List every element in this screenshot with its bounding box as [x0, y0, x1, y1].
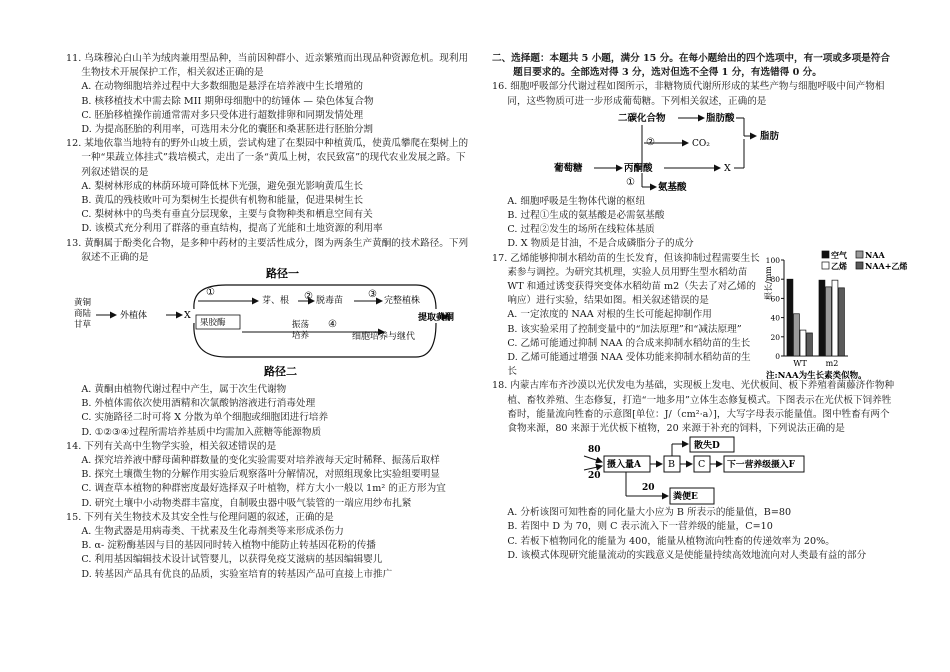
- fat-label: 脂肪: [760, 130, 780, 142]
- step-2-label: ②: [304, 291, 313, 303]
- q12-option-c: C. 梨树林中的鸟类有垂直分层现象，主要与食物种类和栖息空间有关: [81, 209, 373, 221]
- chart-bar: [832, 280, 838, 356]
- q15-option-d: D. 转基因产品具有优良的品质，实验室培育的转基因产品可直接上市推广: [81, 568, 393, 580]
- question-16: [492, 80, 896, 251]
- question-13: [66, 237, 474, 440]
- chart-bar: [819, 280, 825, 356]
- q18-option-a: A. 分析该图可知牲畜的同化量大小应为 B 所表示的能量值，B=80: [507, 507, 792, 519]
- q18-stem: 18. 内蒙古库布齐沙漠以光伏发电为基础，实现板上发电、光伏板间、板下养殖着菌藤济作物种植、畜牧养殖、生态修复，打造“一地多用”立体生态修复模式。下图表示在光伏板下饲养牲畜时，能量流向牲畜的示意图[单位：J/（cm²·a）]，大写字母表示能量值。图中牲畜有两个食物来源，80 来源于光伏板下植物，20 来源于补充的饲料，下列说法正确的是: [492, 380, 895, 435]
- q15-option-c: C. 利用基因编辑技术设计试管婴儿，以获得免疫艾滋病的基因编辑婴儿: [81, 554, 383, 566]
- assimilation-label: B: [668, 459, 675, 471]
- q11-stem: 11. 乌珠穆沁白山羊为绒肉兼用型品种，当前因种群小、近亲繁殖而出现品种资源危机。现利用生物技术开展保护工作，相关叙述正确的是: [66, 53, 469, 79]
- q11-option-a: A. 在动物细胞培养过程中大多数细胞是悬浮在培养液中生长增殖的: [81, 81, 364, 93]
- q14-option-b: B. 探究土壤微生物的分解作用实验后观察落叶分解情况，对照组现象比实验组要明显: [81, 469, 440, 481]
- q15-option-b: B. α- 淀粉酶基因与目的基因同时转入植物中能防止转基因花粉的传播: [81, 540, 376, 552]
- q16-option-a: A. 细胞呼吸是生物体代谢的枢纽: [507, 195, 646, 207]
- question-12: [66, 137, 474, 236]
- q13-option-a: A. 黄酮由植物代谢过程中产生，属于次生代谢物: [81, 384, 287, 396]
- chart-legend-swatch: [822, 262, 829, 269]
- step-2-label: ②: [646, 136, 655, 148]
- extract-label: 提取黄酮: [418, 313, 455, 324]
- question-17: [492, 249, 908, 381]
- q13-option-d: D. ①②③④过程所需培养基质中均需加入蔗糖等能源物质: [81, 426, 322, 438]
- chart-y-tick-label: 80: [770, 274, 780, 284]
- route-one-label: 路径一: [266, 267, 299, 281]
- sprout-label: 脱毒苗: [316, 296, 344, 307]
- q14-option-a: A. 探究培养液中酵母菌种群数量的变化实验需要对培养液每天定时稀释、振荡后取样: [81, 455, 440, 467]
- chart-legend-swatch: [822, 251, 829, 258]
- step-1-label: ①: [206, 287, 215, 299]
- q14-option-c: C. 调查草本植物的种群密度最好选择双子叶植物，样方大小一般以 1m² 的正方形为宜: [81, 483, 446, 495]
- step-3-label: ③: [368, 289, 377, 301]
- chart-legend-label: NAA: [865, 249, 885, 260]
- q16-option-c: C. 过程②发生的场所在线粒体基质: [507, 224, 655, 236]
- q17-option-b: B. 该实验采用了控制变量中的“加法原理”和“减法原理”: [507, 323, 742, 335]
- next-level-label: 下一营养级摄入F: [727, 460, 795, 471]
- left-column: [66, 52, 474, 582]
- q18-option-b: B. 若图中 D 为 70，则 C 表示流入下一营养级的能量，C=10: [507, 521, 773, 533]
- q16-stem: 16. 细胞呼吸部分代谢过程如图所示，非糖物质代谢所形成的某些产物与细胞呼吸中间产物相同，这些物质可进一步形成葡萄糖。下列相关叙述，正确的是: [492, 81, 885, 107]
- question-11: [66, 52, 474, 137]
- q11-option-d: D. 为提高胚胎的利用率，可选用未分化的囊胚和桑葚胚进行胚胎分割: [81, 124, 374, 136]
- chart-legend-swatch: [856, 251, 863, 258]
- chart-y-tick-label: 20: [770, 332, 780, 342]
- chart-legend-label: 乙烯: [831, 260, 847, 271]
- q12-option-b: B. 黄瓜的残枝败叶可为梨树生长提供有机物和能量，促进果树生长: [81, 195, 364, 207]
- pyruvate-label: 丙酮酸: [624, 162, 653, 174]
- right-column: [492, 52, 908, 563]
- chart-x-tick-label: WT: [793, 358, 807, 368]
- culture-label: 细胞培养与继代: [352, 332, 416, 343]
- feed-input-value: 20: [588, 471, 601, 482]
- q18-option-c: C. 若板下植物同化的能量为 400，能量从植物流向牲畜的传递效率为 20%。: [507, 535, 835, 547]
- bud-root-label: 芽、根: [262, 296, 290, 307]
- q12-option-d: D. 该模式充分利用了群落的垂直结构，提高了光能和土地资源的利用率: [81, 223, 383, 235]
- step-1-label: ①: [626, 176, 635, 188]
- q16-option-d: D. X 物质是甘油，不是合成磷脂分子的成分: [507, 238, 694, 250]
- q17-option-a: A. 一定浓度的 NAA 对根的生长可能起抑制作用: [507, 309, 712, 321]
- chart-y-label: 根长/mm: [764, 265, 773, 300]
- q16-option-b: B. 过程①生成的氨基酸是必需氨基酸: [507, 210, 665, 222]
- step-4-label: ④: [328, 319, 337, 331]
- q18-option-d: D. 该模式体现研究能量流动的实践意义是使能量持续高效地流向对人类最有益的部分: [507, 549, 867, 561]
- route-two-label: 路径二: [264, 365, 297, 379]
- question-14: [66, 440, 474, 511]
- feces-value: 20: [642, 483, 655, 494]
- x-label: X: [724, 162, 731, 174]
- co2-label: CO₂: [692, 138, 710, 149]
- chart-bar: [787, 279, 793, 356]
- q17-stem: 17. 乙烯能够抑制水稻幼苗的生长发育，但该抑制过程需要生长素参与调控。为研究其机理，实验人员用野生型水稻幼苗 WT 和通过诱变获得突变体水稻幼苗 m2（失去了对乙烯的响应）进行实验，结果如图。相关叙述错误的是: [492, 252, 760, 307]
- chart-bar: [794, 313, 800, 355]
- q11-option-c: C. 胚胎移植操作前通常需对多只受体进行超数排卵和同期发情处理: [81, 109, 364, 121]
- root-length-chart: [762, 248, 908, 384]
- chart-x-tick-label: m2: [825, 358, 839, 368]
- question-15: [66, 511, 474, 582]
- chart-legend-label: NAA+乙烯: [865, 260, 908, 271]
- q13-option-b: B. 外植体需依次使用酒精和次氯酸钠溶液进行消毒处理: [81, 398, 316, 410]
- x-label: X: [184, 310, 191, 322]
- q17-option-c: C. 乙烯可能通过抑制 NAA 的合成来抑制水稻幼苗的生长: [507, 337, 751, 349]
- chart-legend-label: 空气: [831, 249, 847, 260]
- intake-label: 摄入量A: [607, 460, 641, 471]
- pectinase-label: 果胶酶: [200, 318, 226, 329]
- chart-bar: [800, 330, 806, 356]
- section-two-header: 二、选择题：本题共 5 小题，满分 15 分。在每小题给出的四个选项中，有一项或多项是符合题目要求的。全部选对得 3 分，选对但选不全得 1 分，有选错得 0 分。: [492, 53, 890, 79]
- energy-flow-diagram: [492, 436, 896, 506]
- explant-label: 外植体: [120, 311, 148, 322]
- question-18: [492, 379, 896, 563]
- chart-legend-swatch: [856, 262, 863, 269]
- glucose-label: 葡萄糖: [554, 162, 583, 174]
- feces-label: 粪便E: [673, 492, 698, 503]
- chart-y-tick-label: 100: [765, 255, 780, 265]
- fatty-acid-label: 脂肪酸: [706, 112, 735, 124]
- respiration-pathway-diagram: [492, 109, 896, 195]
- chart-y-tick-label: 40: [770, 313, 780, 323]
- q12-option-a: A. 梨树林形成的林荫环境可降低林下光强，避免强光影响黄瓜生长: [81, 180, 364, 192]
- growth-label: C: [698, 459, 706, 471]
- q13-option-c: C. 实施路径二时可将 X 分散为单个细胞或细胞团进行培养: [81, 412, 329, 424]
- q14-stem: 14. 下列有关高中生物学实验，相关叙述错误的是: [66, 440, 277, 452]
- chart-bar: [807, 333, 813, 356]
- plant-input-value: 80: [588, 445, 601, 456]
- chart-y-tick-label: 0: [775, 351, 780, 361]
- q17-option-d: D. 乙烯可能通过增强 NAA 受体功能来抑制水稻幼苗的生长: [507, 352, 751, 378]
- q13-stem: 13. 黄酮属于酚类化合物，是多种中药材的主要活性成分，图为两条生产黄酮的技术路径。下列叙述不正确的是: [66, 237, 469, 263]
- heat-loss-label: 散失D: [694, 441, 720, 452]
- q15-option-a: A. 生物武器是用病毒类、干扰素及生化毒剂类等来形成杀伤力: [81, 526, 344, 538]
- amino-acid-label: 氨基酸: [658, 181, 687, 193]
- plant-names: 黄铜商陆甘草: [74, 298, 92, 331]
- q11-option-b: B. 核移植技术中需去除 MII 期卵母细胞中的纺锤体 — 染色体复合物: [81, 95, 374, 107]
- shake-label: 振荡培养: [292, 320, 310, 342]
- q12-stem: 12. 某地依靠当地特有的野外山坡土质，尝试构建了在梨园中种植黄瓜，使黄瓜攀爬在梨树上的一种“果蔬立体挂式”栽培模式，走出了一条“黄瓜上树，农民致富”的现代农业发展之路。下列叙述错误的是: [66, 138, 469, 178]
- flavonoid-pathway-diagram: [66, 265, 474, 383]
- c2-compound-label: 二碳化合物: [618, 112, 666, 124]
- chart-y-tick-label: 60: [770, 294, 780, 304]
- plant-label: 完整植株: [384, 296, 421, 307]
- chart-note: 注:NAA为生长素类似物。: [766, 370, 867, 381]
- q15-stem: 15. 下列有关生物技术及其安全性与伦理问题的叙述，正确的是: [66, 511, 334, 523]
- chart-bar: [839, 287, 845, 355]
- q14-option-d: D. 研究土壤中小动物类群丰富度，自制吸虫器中吸气装管的一端应用纱布扎紧: [81, 497, 412, 509]
- chart-bar: [826, 287, 832, 356]
